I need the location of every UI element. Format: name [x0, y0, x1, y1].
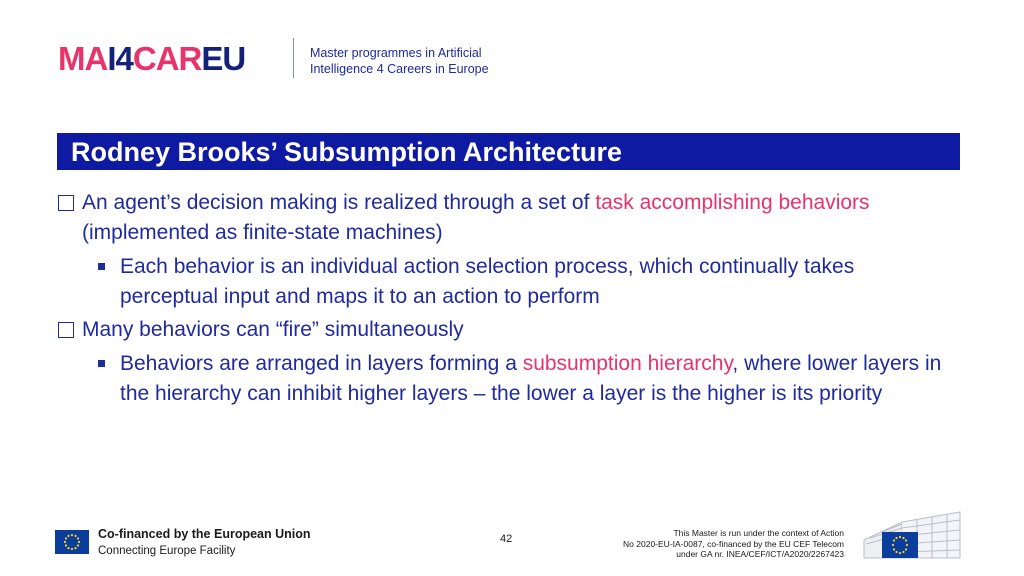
checkbox-bullet-icon [58, 195, 74, 211]
checkbox-bullet-icon [58, 322, 74, 338]
notice-line-1: This Master is run under the context of Action [673, 528, 844, 538]
eu-flag-icon [55, 530, 89, 554]
bullet-2 [58, 315, 958, 345]
bullet-2-text: Many behaviors can “fire” simultaneously [82, 318, 464, 341]
square-bullet-icon [98, 360, 105, 367]
slide-title-bar [57, 133, 960, 170]
notice-line-3: under GA nr. INEA/CEF/ICT/A2020/2267423 [676, 549, 844, 559]
bullet-1-highlight: task accomplishing behaviors [595, 191, 870, 214]
bullet-1-text-post: (implemented as finite-state machines) [82, 221, 443, 244]
tagline-line-1: Master programmes in Artificial [310, 46, 482, 60]
logo-text-ma: MA [58, 39, 108, 77]
funding-notice [584, 528, 844, 560]
slide-title: Rodney Brooks’ Subsumption Architecture [71, 137, 623, 167]
notice-line-2: No 2020-EU-IA-0087, co-financed by the EU CEF Telecom [623, 538, 844, 549]
bullet-2-sub [58, 349, 958, 409]
bullet-1-sub [58, 252, 958, 312]
bullet-1-text-pre: An agent’s decision making is realized through a set of [82, 191, 596, 214]
slide-content [58, 188, 958, 409]
bullet-1-sub-text: Each behavior is an individual action selection process, which continually takes perceptual input and maps it to an action to perform [120, 255, 855, 308]
bullet-2-sub-text-pre: Behaviors are arranged in layers forming a [120, 352, 523, 375]
header-divider [293, 38, 294, 78]
logo-text-eu: EU [201, 39, 246, 77]
mai4careu-logo [58, 40, 245, 76]
logo-text-i4: I4 [107, 39, 133, 77]
bullet-1 [58, 188, 958, 248]
cofinanced-text: Co-financed by the European Union [98, 527, 311, 541]
logo-text-car: CAR [132, 39, 202, 77]
bullet-2-sub-highlight: subsumption hierarchy [522, 352, 733, 375]
cofinanced-block [98, 527, 311, 559]
bullet-2-sub-text-post: , where lower layers in the hierarchy can inhibit higher layers – the lower a layer is the higher is its priority [120, 352, 942, 405]
european-commission-logo-icon [862, 510, 962, 560]
tagline-line-2: Intelligence 4 Careers in Europe [310, 62, 489, 76]
page-number: 42 [500, 533, 513, 545]
header-tagline [310, 45, 489, 77]
facility-text: Connecting Europe Facility [98, 545, 236, 557]
square-bullet-icon [98, 263, 105, 270]
